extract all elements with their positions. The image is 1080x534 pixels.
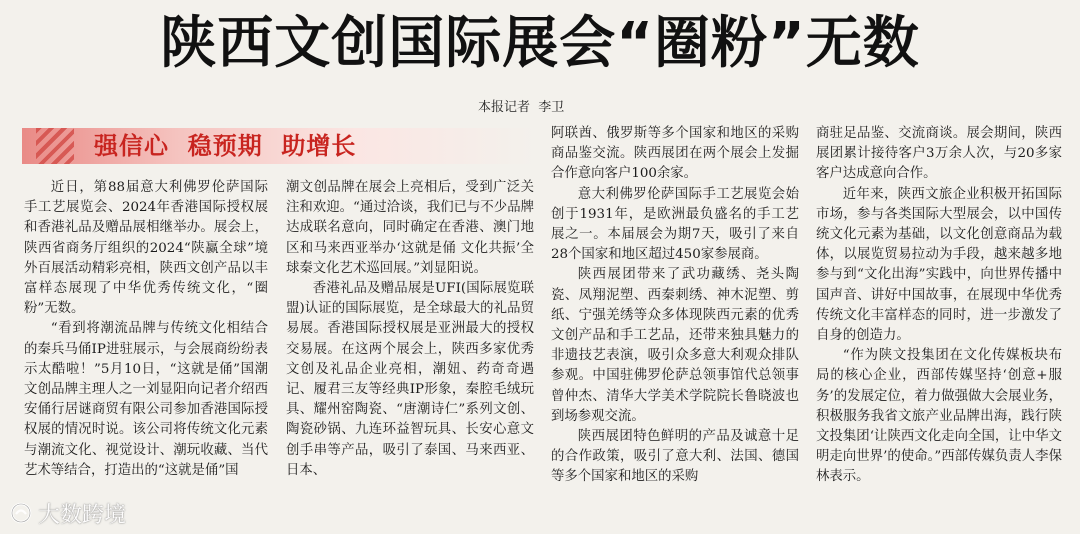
paragraph: 潮文创品牌在展会上亮相后，受到广泛关注和欢迎。“通过洽谈，我们已与不少品牌达成联名意向，同时确定在香港、澳门地区和马来西亚举办‘这就是俑 文化共振’全球秦文化艺术巡回展。”刘显阳说。 [286, 180, 534, 276]
article-column-2 [286, 178, 534, 481]
headline: 陕西文创国际展会“圈粉”无数 [160, 11, 920, 76]
subhead-banner [22, 124, 536, 168]
paragraph: 陕西展团带来了武功藏绣、尧头陶瓷、凤翔泥塑、西秦刺绣、神木泥塑、剪纸、宁强羌绣等众多体现陕西元素的优秀文创产品和手工艺品，还带来独具魅力的非遗技艺表演，吸引众多意大利观众排队参观。中国驻佛罗伦萨总领事馆代总领事曾仲杰、清华大学美术学院院长鲁晓波也到场参观交流。 [551, 267, 799, 424]
watermark-logo-icon [10, 502, 32, 524]
paragraph: 陕西展团特色鲜明的产品及诚意十足的合作政策，吸引了意大利、法国、德国等多个国家和地区的采购 [551, 429, 799, 485]
article-column-1 [24, 178, 268, 481]
paragraph: 商驻足品鉴、交流商谈。展会期间，陕西展团累计接待客户3万余人次，与20多家客户达成意向合作。 [816, 126, 1062, 182]
paragraph: 香港礼品及赠品展是UFI(国际展览联盟)认证的国际展览，是全球最大的礼品贸易展。香港国际授权展是亚洲最大的授权交易展。在这两个展会上，陕西多家优秀文创及礼品企业亮相，潮妞、药奇奇遇记、履君三友等经典IP形象，秦腔毛绒玩具、耀州窑陶瓷、“唐潮诗仁”系列文创、陶瓷砂锅、九连环益智玩具、长安心意文创手串等产品，吸引了泰国、马来西亚、日本、 [286, 281, 534, 478]
paragraph: 阿联酋、俄罗斯等多个国家和地区的采购商品鉴交流。陕西展团在两个展会上发掘合作意向客户100余家。 [551, 126, 799, 182]
paragraph: 意大利佛罗伦萨国际手工艺展览会始创于1931年，是欧洲最负盛名的手工艺展之一。本届展会为期7天，吸引了来自28个国家和地区超过450家参展商。 [551, 186, 799, 263]
paragraph: 近年来，陕西文旅企业积极开拓国际市场，参与各类国际大型展会，以中国传统文化元素为基础，以文化创意商品为载体，以展览贸易拉动为手段，越来越多地参与到“文化出海”实践中，向世界传播中国声音、讲好中国故事，在展现中华优秀传统文化丰富样态的同时，进一步激发了自身的创造力。 [816, 186, 1062, 344]
watermark [10, 500, 126, 526]
paragraph: 近日，第88届意大利佛罗伦萨国际手工艺展览会、2024年香港国际授权展和香港礼品及赠品展相继举办。展会上，陕西省商务厅组织的2024“陕赢全球”境外百展活动精彩亮相，陕西文创产品以丰富样态展现了中华优秀传统文化，“圈粉”无数。 [24, 180, 268, 317]
byline: 本报记者 李卫 [478, 100, 565, 115]
paragraph: “作为陕文投集团在文化传媒板块布局的核心企业，西部传媒坚持‘创意+服务’的发展定位，着力做强做大会展业务，积极服务我省文旅产业品牌出海，践行陕文投集团‘让陕西文化走向全国，让中华文明走向世界’的使命。”西部传媒负责人李保林表示。 [816, 348, 1062, 485]
article-column-3 [551, 124, 799, 488]
article-column-4 [816, 124, 1062, 488]
watermark-text: 大数跨境 [38, 502, 127, 528]
subhead: 强信心 稳预期 助增长 [94, 132, 357, 160]
paragraph: “看到将潮流品牌与传统文化相结合的秦兵马俑IP进驻展示，与会展商纷纷表示太酷啦！”5月10日，“这就是俑”国潮文创品牌主理人之一刘显阳向记者介绍西安俑行居谜商贸有限公司参加香港国际授权展的情况时说。该公司将传统文化元素与潮流文化、视觉设计、潮玩收藏、当代艺术等结合，打造出的“这就是俑”国 [24, 321, 268, 478]
